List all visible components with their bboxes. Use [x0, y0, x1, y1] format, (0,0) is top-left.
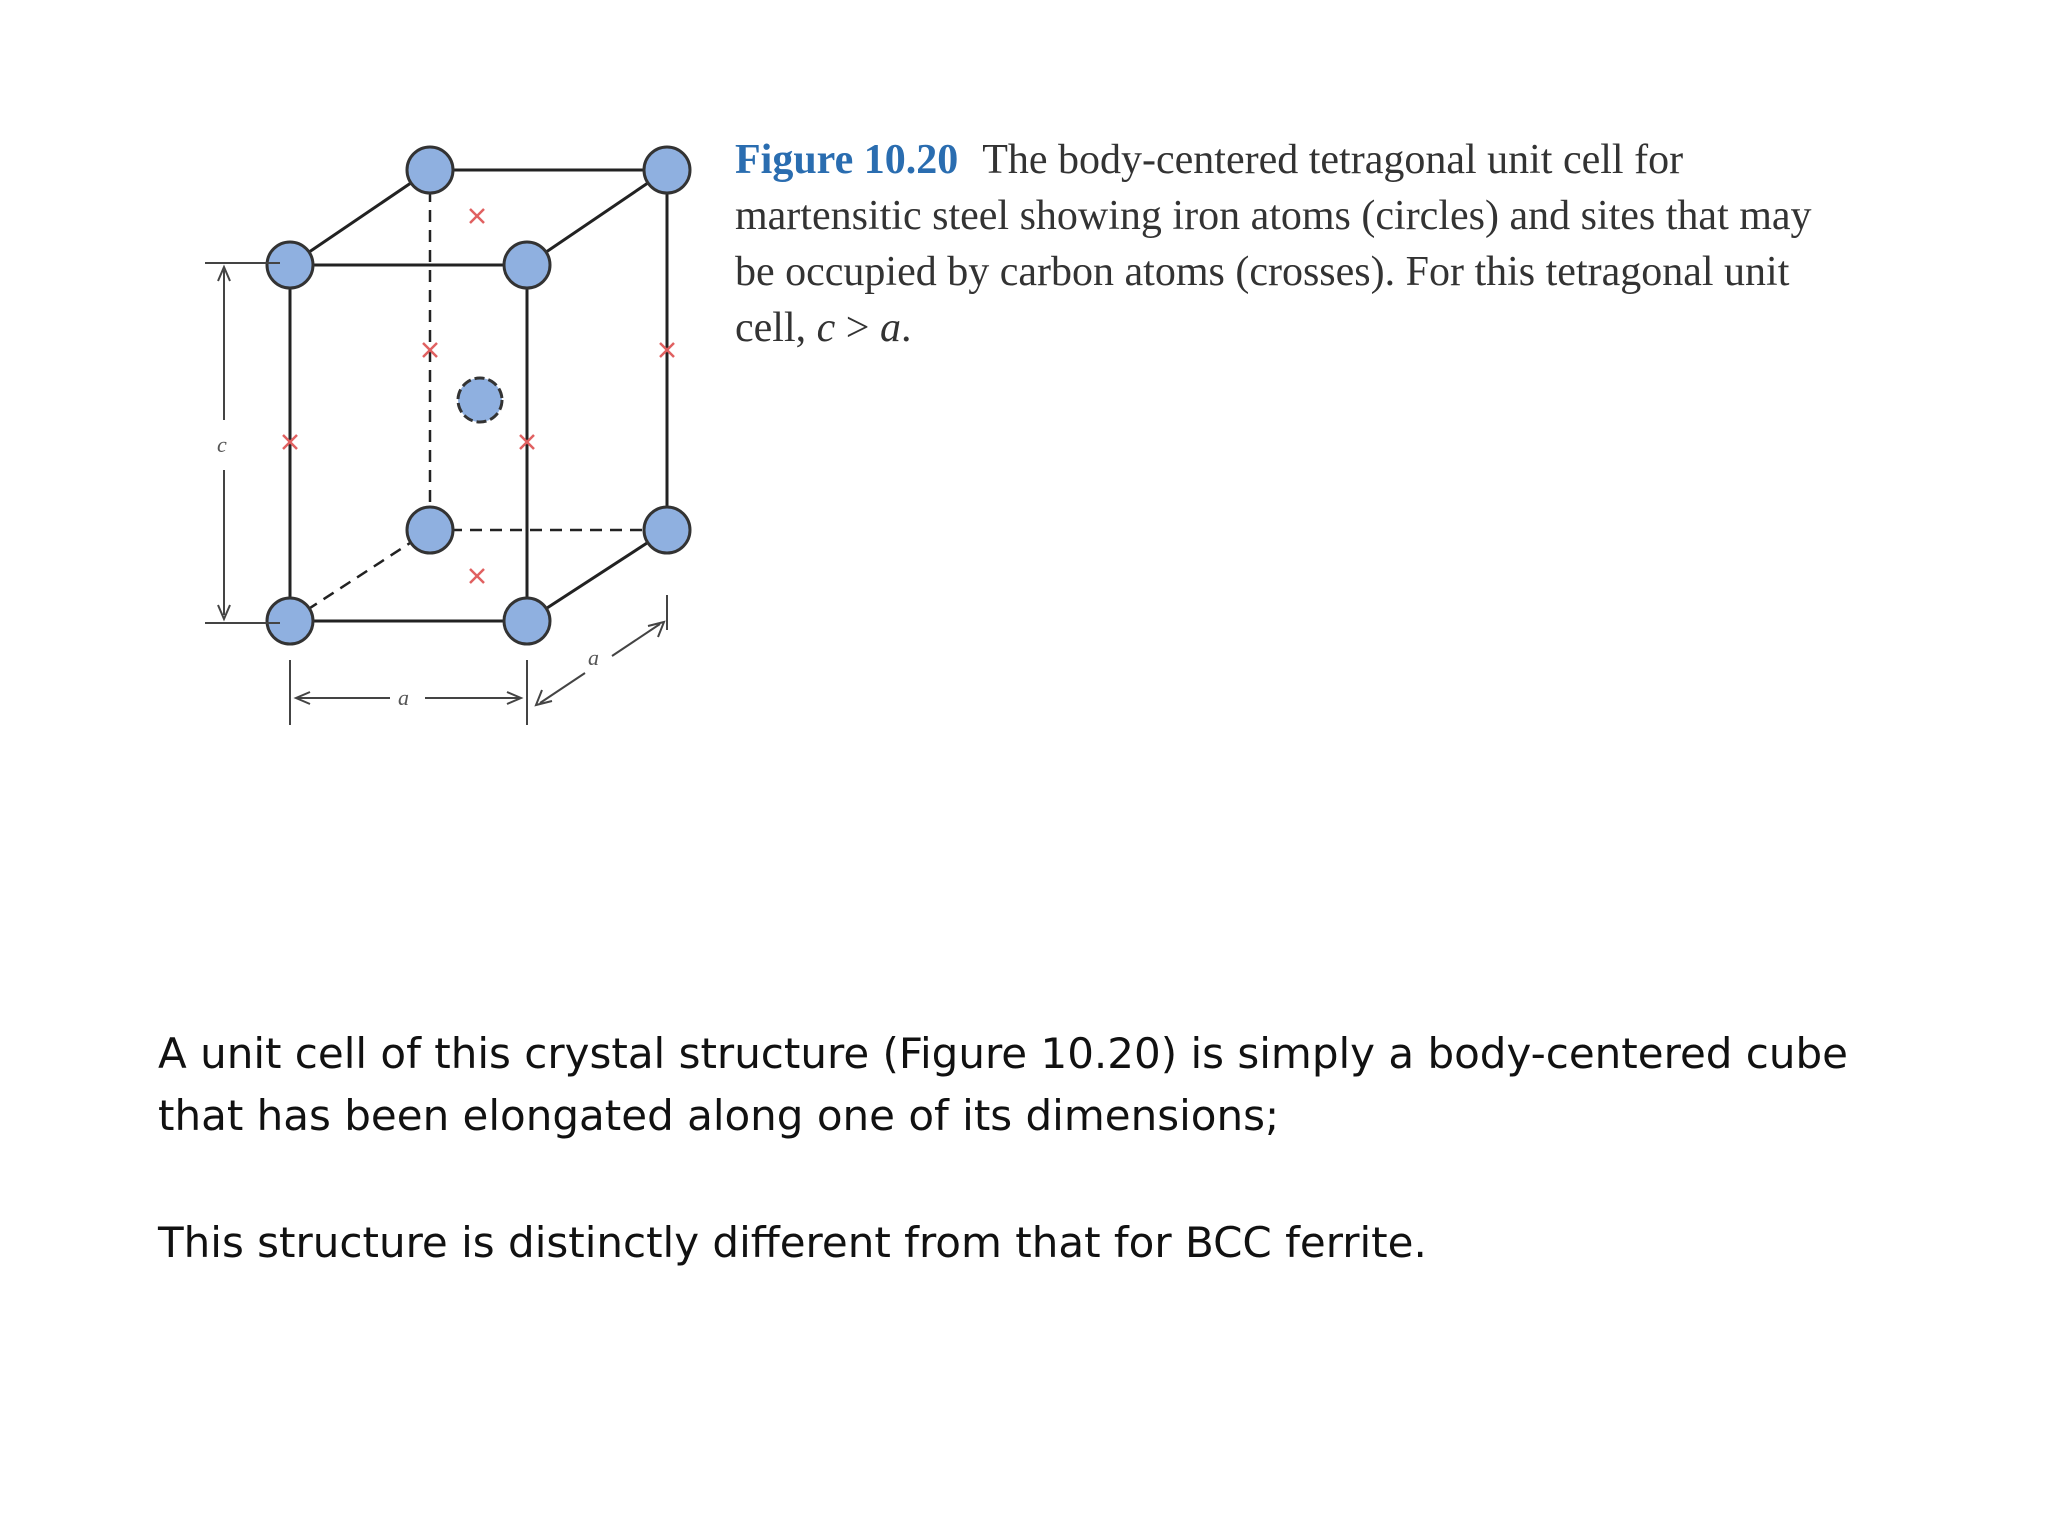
- figure-caption: [735, 132, 1815, 356]
- caption-relation-a: a: [879, 305, 901, 351]
- body-paragraph-1: A unit cell of this crystal structure (Figure 10.20) is simply a body-centered cube that has been elongated along one of its dimensions;: [158, 1029, 1849, 1140]
- caption-text: The body-centered tetragonal unit cell for martensitic steel showing iron atoms (circles) and sites that may be occupied by carbon atoms (crosses). For this tetragonal unit cell,: [735, 137, 1812, 351]
- bottom-right-depth-edge: [527, 530, 667, 621]
- top-right-depth-edge: [527, 170, 667, 265]
- atom-circle: [407, 507, 453, 553]
- atom-circle: [267, 598, 313, 644]
- figure-label: Figure 10.20: [735, 137, 959, 183]
- caption-relation-c: c: [816, 305, 836, 351]
- body-center-atom: [458, 378, 502, 422]
- dimension-c-marker: [205, 263, 280, 623]
- atom-circle: [644, 147, 690, 193]
- dimension-a-depth-marker: [536, 595, 667, 705]
- iron-atoms: [267, 147, 690, 644]
- cross-mark: [470, 209, 484, 223]
- top-left-depth-edge: [290, 170, 430, 265]
- caption-relation-end: .: [900, 305, 912, 351]
- body-paragraph-2: This structure is distinctly different from that for BCC ferrite.: [158, 1218, 1427, 1267]
- atom-circle: [267, 242, 313, 288]
- unit-cell-diagram: [190, 125, 710, 735]
- atom-circle: [504, 242, 550, 288]
- cross-mark: [470, 569, 484, 583]
- dimension-a-front-label: a: [398, 685, 409, 710]
- atom-circle: [644, 507, 690, 553]
- dimension-c-label: c: [217, 432, 227, 457]
- dimension-a-depth-label: a: [588, 645, 599, 670]
- bottom-left-depth-edge: [290, 530, 430, 621]
- caption-relation-gt: >: [835, 305, 880, 351]
- atom-circle: [407, 147, 453, 193]
- atom-circle: [504, 598, 550, 644]
- dimension-a-front-marker: [290, 660, 527, 725]
